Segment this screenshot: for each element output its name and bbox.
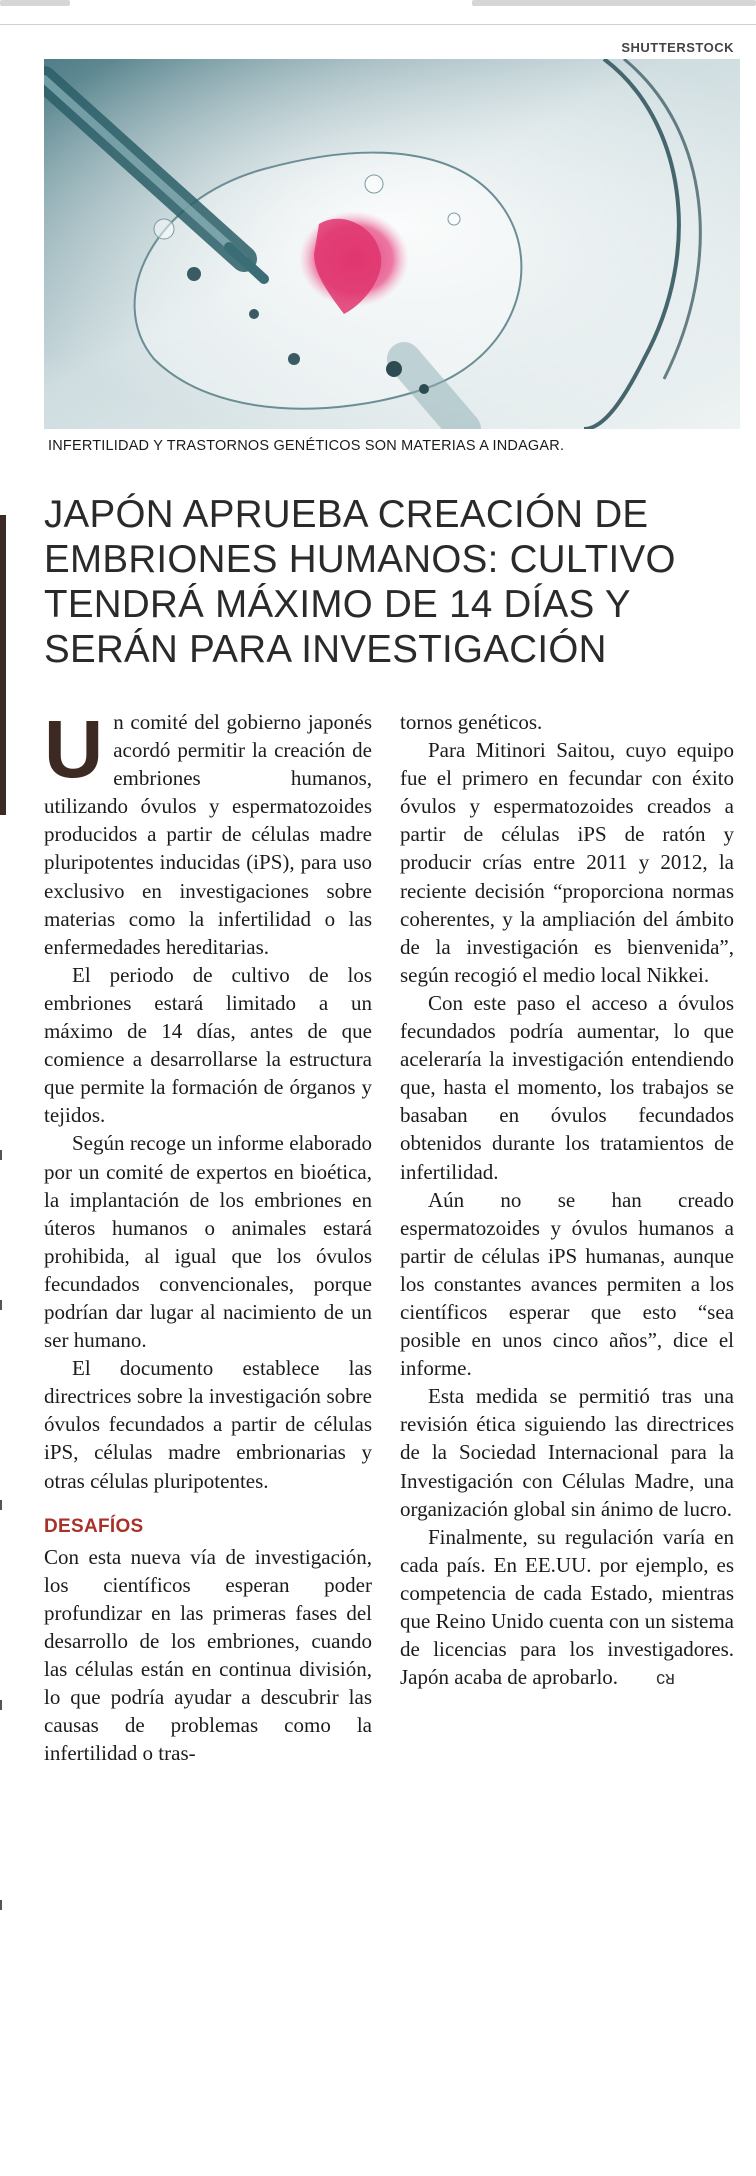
cropped-folio-left (0, 0, 70, 6)
page-top-rule (0, 0, 756, 25)
cropped-folio-right (472, 0, 756, 6)
drop-cap: U (44, 704, 104, 795)
adjacent-page-fragment (0, 1700, 7, 1710)
body-paragraph: Con esta nueva vía de investigación, los científicos esperan poder profundizar en las primeras fases del desarrollo de los embriones, cuando las células están en continua división, lo que podría ayudar a descubrir las causas de problemas como la infertilidad o tras- (44, 1544, 372, 1766)
petri-dish-pipette-image (44, 59, 740, 429)
body-paragraph: Aún no se han creado espermatozoides y óvulos humanos a partir de células iPS humanas, aunque los constantes avances permiten a los científicos esperar que esto “sea posible en unos cinco años”, dice el informe. (400, 1187, 734, 1381)
adjacent-page-fragment (0, 1500, 7, 1510)
body-paragraph: Para Mitinori Saitou, cuyo equipo fue el primero en fecundar con éxito óvulos y espermatozoides creados a partir de células iPS de ratón y producir crías entre 2011 y 2012, la reciente decisión “proporciona normas coherentes, y la ampliación del ámbito de la investigación es bienvenida”, según recogió el medio local Nikkei. (400, 738, 734, 987)
lead-paragraph: Un comité del gobierno japonés acordó permitir la creación de embriones humanos, utilizando óvulos y espermatozoides producidos a partir de células madre pluripotentes inducidas (iPS), para uso exclusivo en investigaciones sobre materias como la infertilidad o las enfermedades hereditarias. (44, 704, 372, 959)
article-photo (44, 59, 740, 429)
photo-credit: SHUTTERSTOCK (621, 40, 734, 55)
article-column-2 (400, 708, 734, 1692)
body-paragraph: El documento establece las directrices sobre la investigación sobre óvulos fecundados a partir de células iPS, células madre embrionarias y otras células pluripotentes. (44, 1356, 372, 1493)
adjacent-page-fragment (0, 1300, 7, 1310)
body-paragraph: Según recoge un informe elaborado por un comité de expertos en bioética, la implantación de los embriones en úteros humanos o animales estará prohibida, al igual que los óvulos fecundados convencionales, porque podrían dar lugar al nacimiento de un ser humano. (44, 1131, 372, 1353)
adjacent-page-fragment (0, 1150, 7, 1160)
body-paragraph: tornos genéticos. (400, 710, 543, 734)
adjacent-page-fragment (0, 1900, 7, 1910)
body-paragraph: El periodo de cultivo de los embriones estará limitado a un máximo de 14 días, antes de que comience a desarrollarse la estructura que permite la formación de órganos y tejidos. (44, 962, 372, 1128)
article-column-1 (44, 704, 372, 1767)
end-of-article-icon: ᴄᴚ (656, 1668, 675, 1689)
photo-caption: INFERTILIDAD Y TRASTORNOS GENÉTICOS SON MATERIAS A INDAGAR. (48, 438, 565, 454)
body-paragraph: Esta medida se permitió tras una revisión ética siguiendo las directrices de la Sociedad Internacional para la Investigación con Células Madre, una organización global sin ánimo de lucro. (400, 1384, 734, 1521)
article-headline: JAPÓN APRUEBA CREACIÓN DE EMBRIONES HUMANOS: CULTIVO TENDRÁ MÁXIMO DE 14 DÍAS Y SERÁN PARA INVESTIGACIÓN (44, 493, 676, 671)
body-paragraph: Con este paso el acceso a óvulos fecundados podría aumentar, lo que aceleraría la investigación entendiendo que, hasta el momento, los trabajos se basaban en óvulos fecundados obtenidos durante los tratamientos de infertilidad. (400, 990, 734, 1184)
closing-paragraph: Finalmente, su regulación varía en cada país. En EE.UU. por ejemplo, es competencia de cada Estado, mientras que Reino Unido cuenta con un sistema de licencias para los investigadores. Japón acaba de aprobarlo. ᴄᴚ (400, 1523, 734, 1693)
section-subhead: DESAFÍOS (44, 1515, 144, 1537)
adjacent-page-edge (0, 515, 6, 815)
